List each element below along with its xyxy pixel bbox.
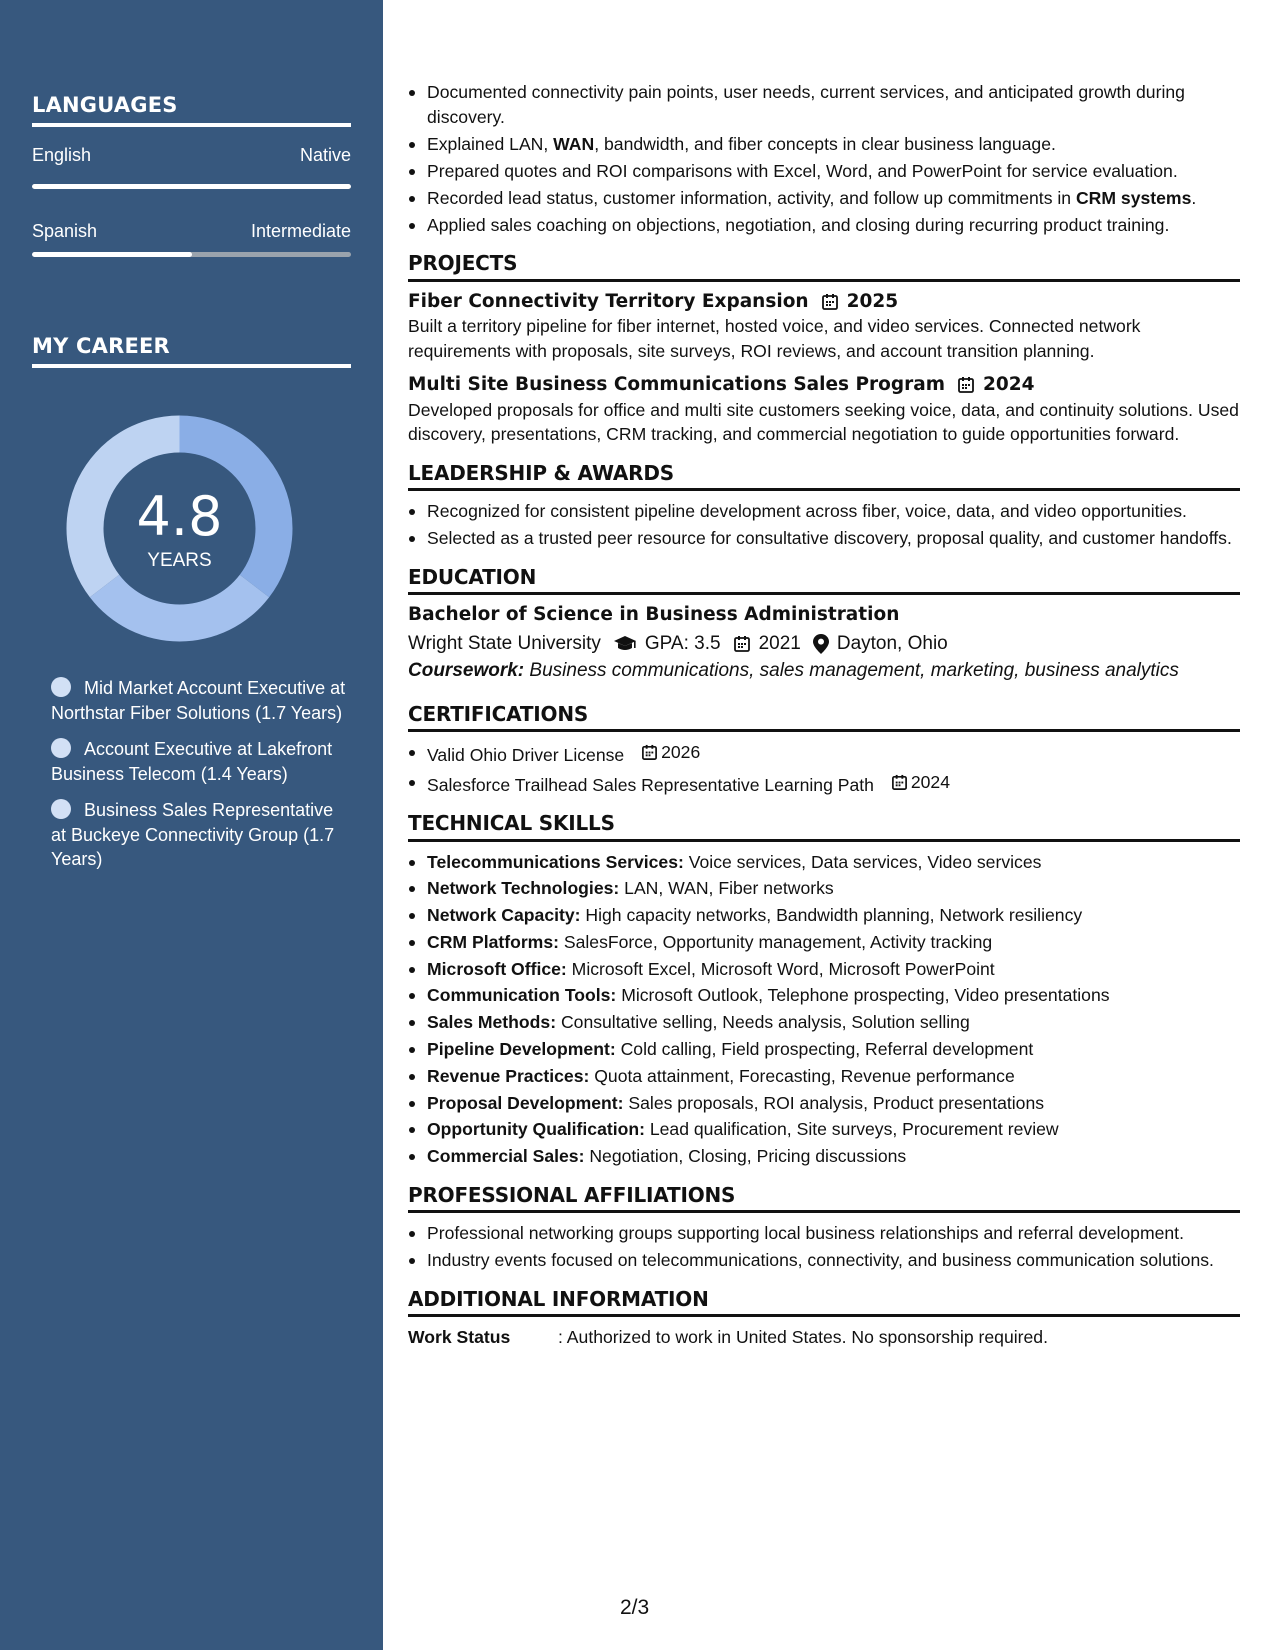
school-name: Wright State University	[408, 632, 601, 654]
language-bar-english	[32, 184, 351, 189]
leadership-item: Recognized for consistent pipeline development across fiber, voice, data, and video opportunities.	[408, 499, 1240, 524]
language-name: English	[32, 145, 92, 165]
projects-heading: PROJECTS	[408, 251, 1240, 282]
donut-slice	[90, 575, 269, 642]
skill-item: Communication Tools: Microsoft Outlook, Telephone prospecting, Video presentations	[408, 983, 1240, 1008]
experience-bullet: Prepared quotes and ROI comparisons with Excel, Word, and PowerPoint for service evaluation.	[408, 159, 1240, 184]
skills-heading: TECHNICAL SKILLS	[408, 811, 1240, 842]
language-level: Native	[299, 145, 351, 165]
education-details	[408, 632, 1240, 657]
graduation-cap-icon	[613, 635, 637, 653]
leadership-item: Selected as a trusted peer resource for consultative discovery, proposal quality, and customer handoffs.	[408, 526, 1240, 551]
coursework: Coursework: Business communications, sales management, marketing, business analytics	[408, 660, 1179, 681]
project-title: Multi Site Business Communications Sales Program 2024	[408, 373, 1240, 398]
skill-item: Pipeline Development: Cold calling, Field prospecting, Referral development	[408, 1037, 1240, 1062]
sidebar	[0, 0, 383, 1650]
calendar-icon	[891, 774, 908, 791]
language-level: Intermediate	[250, 221, 351, 241]
language-bar-spanish	[32, 252, 351, 257]
certification-item: Salesforce Trailhead Sales Representative Learning Path 2024	[408, 770, 1240, 797]
career-total-years: 4.8	[136, 485, 223, 548]
work-status-value: : Authorized to work in United States. No sponsorship required.	[558, 1327, 1048, 1348]
skill-item: Proposal Development: Sales proposals, ROI analysis, Product presentations	[408, 1091, 1240, 1116]
additional-info-heading: ADDITIONAL INFORMATION	[408, 1287, 1240, 1318]
leadership-list	[408, 499, 1240, 551]
affiliations-heading: PROFESSIONAL AFFILIATIONS	[408, 1183, 1240, 1214]
legend-dot	[51, 799, 71, 819]
skills-list	[408, 850, 1240, 1169]
calendar-icon	[641, 744, 658, 761]
education-heading: EDUCATION	[408, 565, 1240, 596]
language-row-spanish	[32, 221, 351, 242]
experience-bullet: Documented connectivity pain points, user needs, current services, and anticipated growth during discovery.	[408, 80, 1240, 129]
career-total-unit: YEARS	[147, 550, 212, 571]
skill-item: Microsoft Office: Microsoft Excel, Microsoft Word, Microsoft PowerPoint	[408, 957, 1240, 982]
career-list	[51, 676, 351, 884]
leadership-heading: LEADERSHIP & AWARDS	[408, 461, 1240, 492]
skill-item: Network Capacity: High capacity networks, Bandwidth planning, Network resiliency	[408, 903, 1240, 928]
skill-item: Revenue Practices: Quota attainment, Forecasting, Revenue performance	[408, 1064, 1240, 1089]
experience-bullet: Applied sales coaching on objections, negotiation, and closing during recurring product training.	[408, 213, 1240, 238]
experience-bullet: Recorded lead status, customer information, activity, and follow up commitments in CRM systems.	[408, 186, 1240, 211]
career-heading: MY CAREER	[32, 334, 351, 368]
main-content	[408, 80, 1240, 1350]
career-item: Mid Market Account Executive at Northstar Fiber Solutions (1.7 Years)	[51, 678, 346, 723]
project-year: 2025	[846, 290, 899, 312]
graduation-year: 2021	[758, 632, 801, 654]
calendar-icon	[957, 376, 975, 394]
certifications-list	[408, 740, 1240, 797]
language-name: Spanish	[32, 221, 98, 241]
gpa: GPA: 3.5	[644, 632, 721, 654]
page-number: 2/3	[620, 1596, 650, 1619]
calendar-icon	[733, 635, 751, 653]
skill-item: Commercial Sales: Negotiation, Closing, Pricing discussions	[408, 1144, 1240, 1169]
affiliation-item: Professional networking groups supporting local business relationships and referral development.	[408, 1221, 1240, 1246]
skill-item: Sales Methods: Consultative selling, Needs analysis, Solution selling	[408, 1010, 1240, 1035]
project-title: Fiber Connectivity Territory Expansion 2025	[408, 290, 1240, 315]
skill-item: Opportunity Qualification: Lead qualification, Site surveys, Procurement review	[408, 1117, 1240, 1142]
experience-bullet: Explained LAN, WAN, bandwidth, and fiber concepts in clear business language.	[408, 132, 1240, 157]
career-item: Account Executive at Lakefront Business Telecom (1.4 Years)	[51, 739, 333, 784]
work-status-label: Work Status	[408, 1327, 511, 1348]
certification-item: Valid Ohio Driver License 2026	[408, 740, 1240, 767]
project-description: Built a territory pipeline for fiber internet, hosted voice, and video services. Connected network requirements with proposals, site surveys, ROI reviews, and account transition planning.	[408, 316, 1141, 361]
work-status-row	[408, 1325, 1240, 1350]
degree-title: Bachelor of Science in Business Administration	[408, 604, 900, 625]
languages-heading: LANGUAGES	[32, 93, 351, 127]
skill-item: Telecommunications Services: Voice services, Data services, Video services	[408, 850, 1240, 875]
project-description: Developed proposals for office and multi site customers seeking voice, data, and continuity solutions. Used discovery, presentations, CRM tracking, and commercial negotiation to guide opportunities forward.	[408, 399, 1239, 444]
career-item: Business Sales Representative at Buckeye Connectivity Group (1.7 Years)	[51, 800, 335, 869]
education-location: Dayton, Ohio	[836, 632, 948, 654]
calendar-icon	[821, 293, 839, 311]
skill-item: CRM Platforms: SalesForce, Opportunity management, Activity tracking	[408, 930, 1240, 955]
affiliations-list	[408, 1221, 1240, 1273]
location-pin-icon	[813, 634, 829, 654]
affiliation-item: Industry events focused on telecommunications, connectivity, and business communication solutions.	[408, 1248, 1240, 1273]
experience-bullets	[408, 80, 1240, 237]
project-year: 2024	[983, 374, 1035, 395]
language-row-english	[32, 145, 351, 166]
legend-dot	[51, 738, 71, 758]
legend-dot	[51, 677, 71, 697]
skill-item: Network Technologies: LAN, WAN, Fiber networks	[408, 876, 1240, 901]
certifications-heading: CERTIFICATIONS	[408, 702, 1240, 733]
